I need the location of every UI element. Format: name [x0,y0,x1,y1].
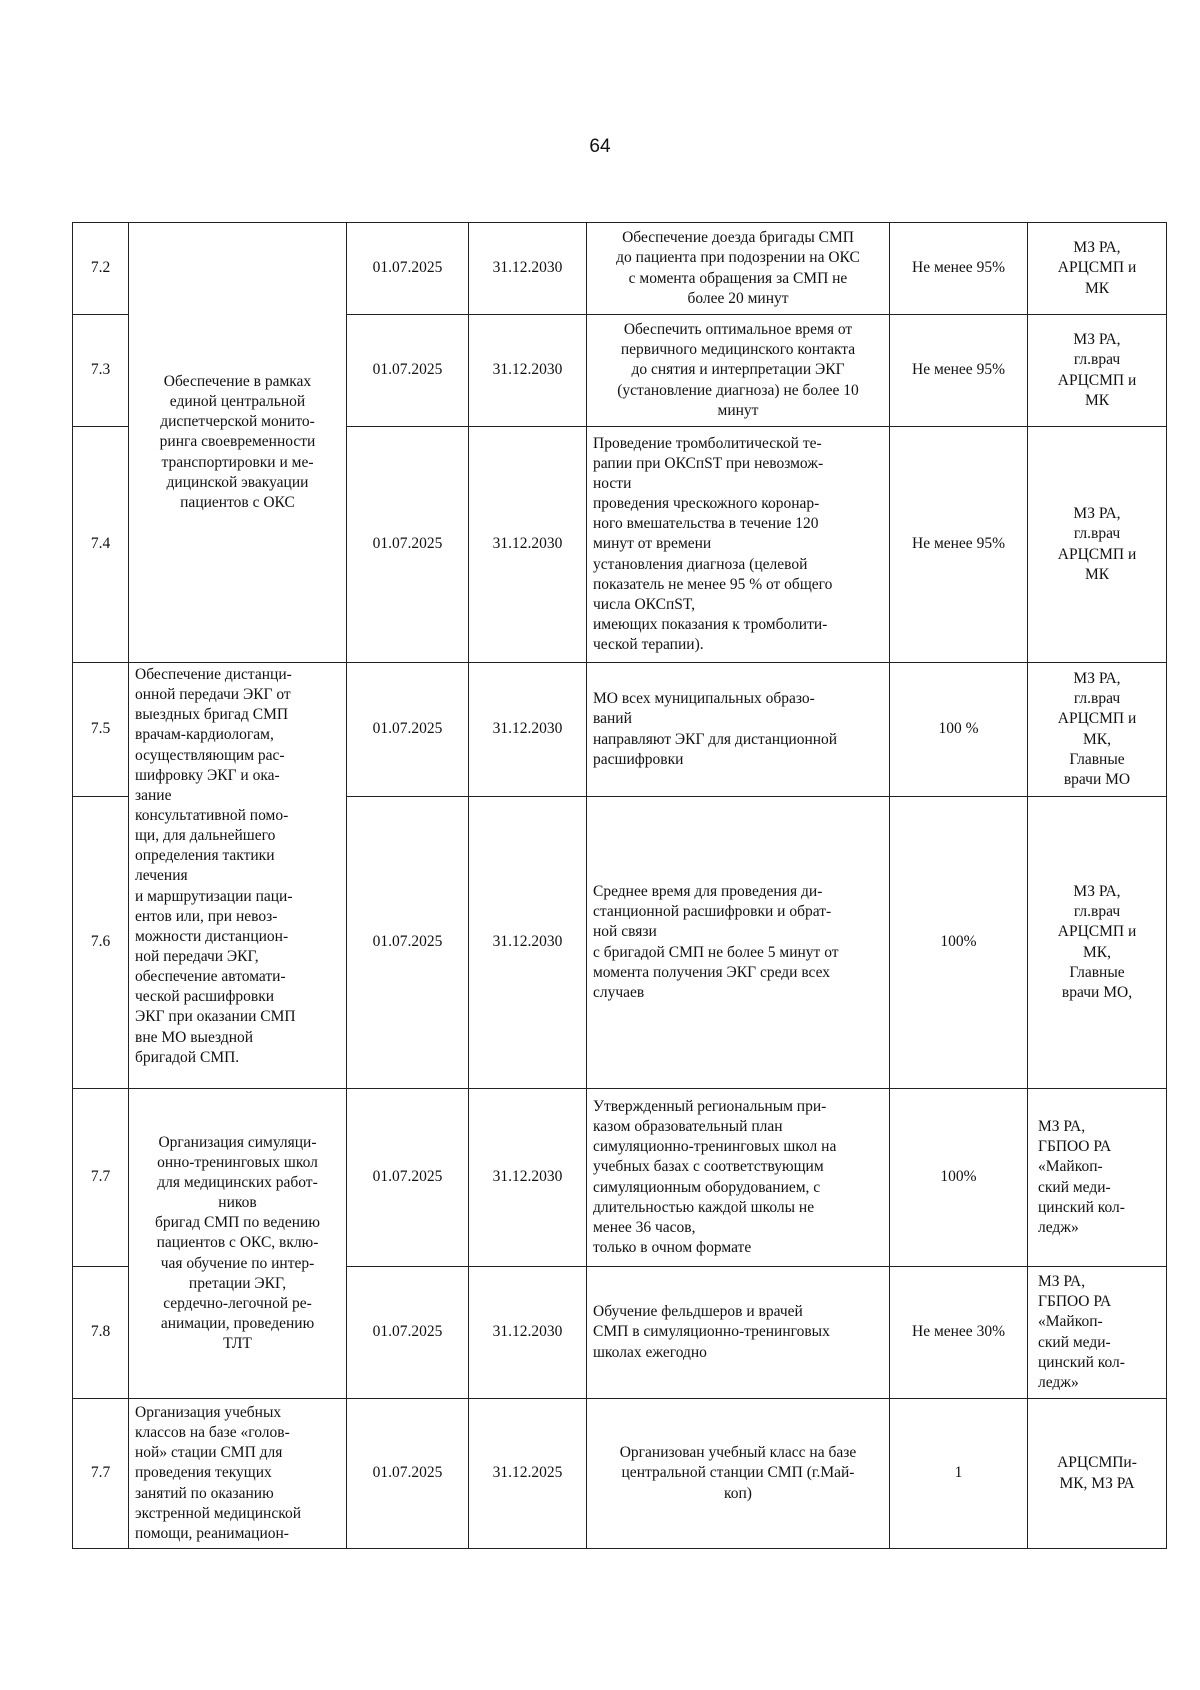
activity-table [72,222,1167,1549]
target-value: 100% [890,1089,1028,1267]
indicator-text: Утвержденный региональным при- казом образовательный план симуляционно-тренинговых школ на учебных базах с соответствующим симуляционным оборудованием, с длительностью каждой школы не менее 36 часов, только в очном формате [587,1089,890,1267]
table-row [73,223,1167,315]
indicator-text: Проведение тромболитической те- рапии при ОКСпST при невозмож- ности проведения чрескожного коронар- ного вмешательства в течение 120 минут от времени установления диагноза (целевой показатель не менее 95 % от общего числа ОКСпST, имеющих показания к тромболити- ческой терапии). [587,427,890,663]
start-date: 01.07.2025 [347,223,469,315]
indicator-text: МО всех муниципальных образо- ваний направляют ЭКГ для дистанционной расшифровки [587,663,890,797]
responsible: МЗ РА, ГБПОО РА «Майкоп- ский меди- цинский кол- ледж» [1028,1267,1167,1399]
end-date: 31.12.2030 [469,1267,587,1399]
responsible: МЗ РА, ГБПОО РА «Майкоп- ский меди- цинский кол- ледж» [1028,1089,1167,1267]
end-date: 31.12.2030 [469,797,587,1089]
responsible: АРЦСМПи- МК, МЗ РА [1028,1399,1167,1549]
end-date: 31.12.2030 [469,427,587,663]
end-date: 31.12.2030 [469,663,587,797]
end-date: 31.12.2030 [469,223,587,315]
start-date: 01.07.2025 [347,427,469,663]
start-date: 01.07.2025 [347,1267,469,1399]
row-number: 7.7 [73,1399,129,1549]
row-number: 7.8 [73,1267,129,1399]
end-date: 31.12.2030 [469,315,587,427]
target-value: 100% [890,797,1028,1089]
end-date: 31.12.2030 [469,1089,587,1267]
row-number: 7.2 [73,223,129,315]
row-number: 7.5 [73,663,129,797]
end-date: 31.12.2025 [469,1399,587,1549]
responsible: МЗ РА, АРЦСМП и МК [1028,223,1167,315]
target-value: Не менее 95% [890,315,1028,427]
target-value: Не менее 95% [890,223,1028,315]
start-date: 01.07.2025 [347,797,469,1089]
target-value: Не менее 95% [890,427,1028,663]
responsible: МЗ РА, гл.врач АРЦСМП и МК, Главные врачи МО [1028,663,1167,797]
event-description: Обеспечение дистанци- онной передачи ЭКГ от выездных бригад СМП врачам-кардиологам, осуществляющим рас- шифровку ЭКГ и ока- зание консультативной помо- щи, для дальнейшего определения тактики лечения и маршрутизации паци- ентов или, при невоз- можности дистанцион- ной передачи ЭКГ, обеспечение автомати- ческой расшифровки ЭКГ при оказании СМП вне МО выездной бригадой СМП. [129,663,347,1089]
responsible: МЗ РА, гл.врач АРЦСМП и МК [1028,315,1167,427]
indicator-text: Организован учебный класс на базе центральной станции СМП (г.Май- коп) [587,1399,890,1549]
start-date: 01.07.2025 [347,1089,469,1267]
start-date: 01.07.2025 [347,663,469,797]
indicator-text: Обеспечить оптимальное время от первичного медицинского контакта до снятия и интерпретации ЭКГ (установление диагноза) не более 10 минут [587,315,890,427]
table-row [73,1399,1167,1549]
row-number: 7.7 [73,1089,129,1267]
start-date: 01.07.2025 [347,315,469,427]
row-number: 7.6 [73,797,129,1089]
row-number: 7.3 [73,315,129,427]
indicator-text: Обучение фельдшеров и врачей СМП в симуляционно-тренинговых школах ежегодно [587,1267,890,1399]
target-value: 100 % [890,663,1028,797]
responsible: МЗ РА, гл.врач АРЦСМП и МК, Главные врачи МО, [1028,797,1167,1089]
target-value: Не менее 30% [890,1267,1028,1399]
target-value: 1 [890,1399,1028,1549]
table-row [73,663,1167,797]
table-row [73,1089,1167,1267]
indicator-text: Обеспечение доезда бригады СМП до пациента при подозрении на ОКС с момента обращения за СМП не более 20 минут [587,223,890,315]
event-description: Организация учебных классов на базе «голов- ной» стации СМП для проведения текущих занятий по оказанию экстренной медицинской помощи, реанимацион- [129,1399,347,1549]
row-number: 7.4 [73,427,129,663]
page-number: 64 [589,136,611,157]
responsible: МЗ РА, гл.врач АРЦСМП и МК [1028,427,1167,663]
event-description: Обеспечение в рамках единой центральной диспетчерской монито- ринга своевременности транспортировки и ме- дицинской эвакуации пациентов с ОКС [129,223,347,663]
event-description: Организация симуляци- онно-тренинговых школ для медицинских работ- ников бригад СМП по ведению пациентов с ОКС, вклю- чая обучение по интер- претации ЭКГ, сердечно-легочной ре- анимации, проведению ТЛТ [129,1089,347,1399]
start-date: 01.07.2025 [347,1399,469,1549]
indicator-text: Среднее время для проведения ди- станционной расшифровки и обрат- ной связи с бригадой СМП не более 5 минут от момента получения ЭКГ среди всех случаев [587,797,890,1089]
